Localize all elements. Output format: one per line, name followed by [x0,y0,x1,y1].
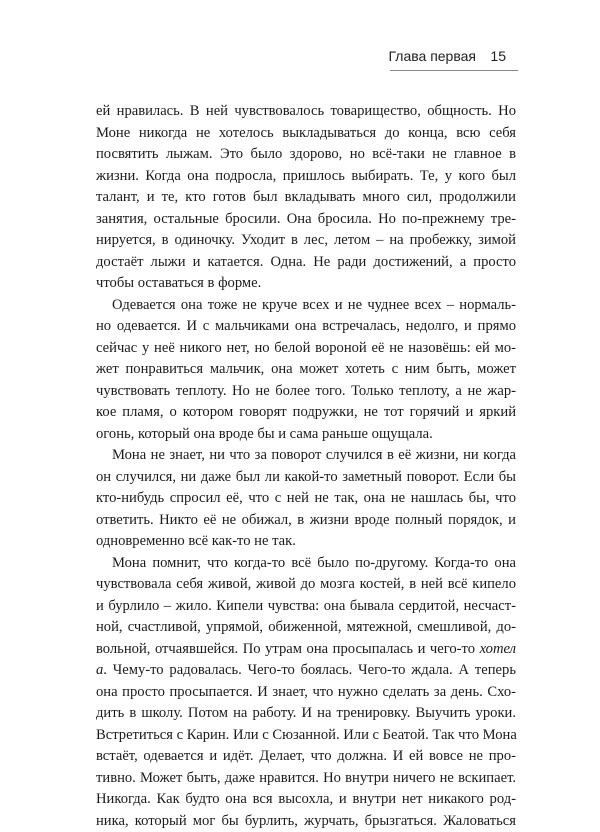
header-rule [390,70,518,71]
page-number: 15 [490,48,506,64]
text-line: огонь, который она вроде бы и сама раньше ощущала. [96,424,516,446]
paragraph [96,553,516,832]
text-line: чтобы оставаться в форме. [96,273,516,295]
text-line: ной, счастливой, упрямой, обиженной, мятежной, смешливой, до- [96,617,516,639]
text-line: встаёт, одевается и идёт. Делает, что должна. И ей вовсе не про- [96,746,516,768]
text-line: но одевается. И с мальчиками она встречалась, недолго, и прямо [96,316,516,338]
text-line: она просто просыпается. И знает, что нужно сделать за день. Схо- [96,682,516,704]
text-line: Одевается она тоже не круче всех и не чуднее всех – нормаль- [96,295,516,317]
text-line: достаёт лыжи и катается. Одна. Не ради достижений, а просто [96,252,516,274]
text-line: чувствовала себя живой, живой до мозга костей, в ней всё кипело [96,574,516,596]
text-line [96,639,516,661]
text-line: ника, который мог бы бурлить, журчать, брызгаться. Жаловаться [96,811,516,832]
text-line: нируется, в одиночку. Уходит в лес, летом – на пробежку, зимой [96,230,516,252]
text-line: Никогда. Как будто она вся высохла, и внутри нет никакого род- [96,789,516,811]
text-line-start: вольной, отчаявшейся. По утрам она просыпалась и чего-то [96,641,480,657]
text-line: тивно. Может быть, даже нравится. Но внутри ничего не вскипает. [96,768,516,790]
italic-word-end: а [96,662,103,678]
text-line: и бурлило – жило. Кипели чувства: она бывала сердитой, несчаст- [96,596,516,618]
text-line: посвятить лыжам. Это было здорово, но всё-таки не главное в [96,144,516,166]
text-line [96,660,516,682]
paragraph [96,295,516,446]
text-line: талант, и те, кто готов был вкладывать много сил, продолжили [96,187,516,209]
paragraph [96,101,516,295]
text-line: чувствовать теплоту. Но не более того. Только теплоту, а не жар- [96,381,516,403]
text-line: Моне никогда не хотелось выкладываться до конца, всю себя [96,123,516,145]
text-line: Мона не знает, ни что за поворот случился в её жизни, ни когда [96,445,516,467]
italic-word: хотел [480,641,516,657]
text-line: одновременно всё как-то не так. [96,531,516,553]
text-line: сейчас у неё никого нет, но белой вороной её не назовёшь: ей мо- [96,338,516,360]
running-head [0,48,600,68]
body-text [96,101,516,832]
text-line: кто-нибудь спросил её, что с ней не так, она не нашлась бы, что [96,488,516,510]
text-line: Мона помнит, что когда-то всё было по-другому. Когда-то она [96,553,516,575]
chapter-title: Глава первая [388,48,476,64]
text-line: Встретиться с Карин. Или с Сюзанной. Или с Беатой. Так что Мона [96,725,516,747]
text-line: ответить. Никто её не обижал, в жизни вроде полный порядок, и [96,510,516,532]
text-line: ей нравилась. В ней чувствовалось товарищество, общность. Но [96,101,516,123]
text-line: кое пламя, о котором говорят подружки, не тот горячий и яркий [96,402,516,424]
text-line: жет понравиться мальчик, она может хотеть с ним быть, может [96,359,516,381]
text-line: жизни. Когда она подросла, пришлось выбирать. Те, у кого был [96,166,516,188]
text-line: занятия, остальные бросили. Она бросила. Но по-прежнему тре- [96,209,516,231]
text-line-rest: . Чему-то радовалась. Чего-то боялась. Чего-то ждала. А теперь [103,662,516,678]
paragraph [96,445,516,553]
text-line: он случился, ни даже был ли какой-то заметный поворот. Если бы [96,467,516,489]
text-line: дить в школу. Потом на работу. И на тренировку. Выучить уроки. [96,703,516,725]
